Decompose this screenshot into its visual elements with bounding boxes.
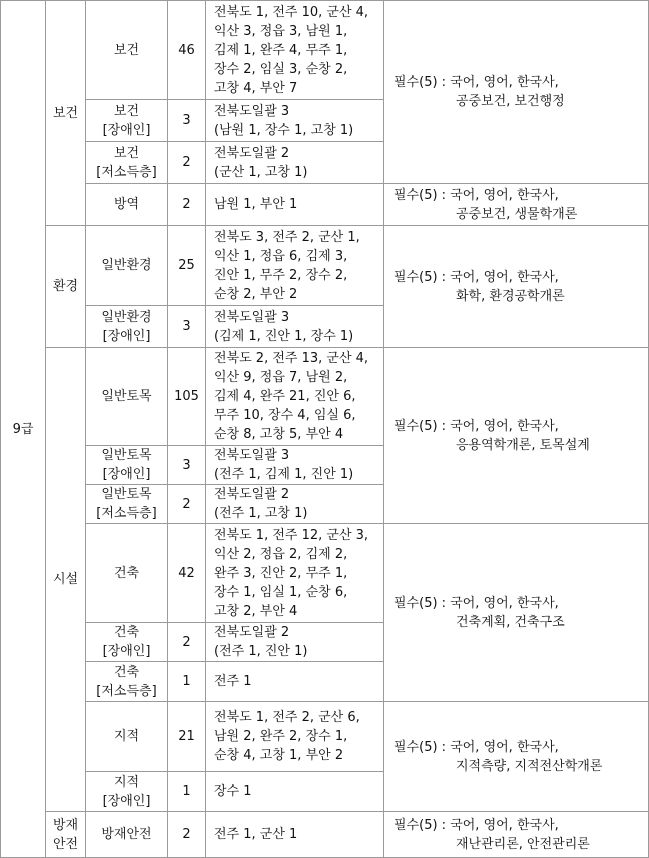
- count-cell: [168, 226, 206, 306]
- field-name: 시설: [52, 572, 79, 587]
- area-line: 고창 4, 부안 7: [214, 80, 298, 96]
- job-cell: [86, 812, 168, 858]
- field-name: 보건: [52, 105, 79, 121]
- job-name: 건축: [113, 625, 140, 640]
- subject-line: 국어, 영어, 한국사,: [450, 269, 559, 285]
- area-line: 전북도 1, 전주 10, 군산 4,: [214, 4, 369, 20]
- subject-cell: [384, 812, 649, 858]
- area-line: 익산 3, 정읍 3, 남원 1,: [214, 23, 348, 39]
- job-quota: [장애인]: [102, 328, 151, 344]
- hire-count: 2: [182, 155, 191, 170]
- area-line: 전북도 3, 전주 2, 군산 1,: [214, 229, 360, 245]
- subject-line: 지적측량, 지적전산학개론: [456, 758, 603, 774]
- area-line: 전북도 2, 전주 13, 군산 4,: [214, 351, 369, 366]
- count-cell: [168, 702, 206, 772]
- required-prefix: 필수(5) :: [394, 75, 451, 90]
- hire-count: 1: [182, 674, 191, 689]
- job-cell: [86, 1, 168, 100]
- job-quota: [저소득층]: [96, 506, 157, 521]
- subject-cell: [384, 226, 649, 348]
- job-cell: [86, 485, 168, 524]
- job-name: 일반토목: [101, 487, 152, 502]
- job-cell: [86, 100, 168, 142]
- job-cell: [86, 702, 168, 772]
- job-cell: [86, 142, 168, 184]
- area-cell: [206, 348, 384, 446]
- job-cell: [86, 226, 168, 306]
- area-cell: [206, 485, 384, 524]
- hire-count: 21: [178, 729, 195, 744]
- area-line: 순창 4, 고창 1, 부안 2: [214, 748, 344, 763]
- area-line: 전북도일괄 3: [214, 448, 290, 463]
- area-line: 장수 2, 임실 3, 순창 2,: [214, 61, 348, 77]
- job-quota: [장애인]: [102, 467, 151, 482]
- field-cell: [46, 1, 86, 226]
- hire-count: 2: [182, 827, 191, 842]
- count-cell: [168, 524, 206, 623]
- field-name: 안전: [52, 836, 79, 852]
- count-cell: [168, 306, 206, 348]
- area-line: 완주 3, 진안 2, 무주 1,: [214, 565, 348, 581]
- area-line: (남원 1, 장수 1, 고창 1): [214, 122, 354, 138]
- subject-line: 국어, 영어, 한국사,: [450, 739, 559, 755]
- area-cell: [206, 1, 384, 100]
- required-prefix: 필수(5) :: [394, 595, 451, 611]
- required-prefix: 필수(5) :: [394, 739, 451, 755]
- subject-line: 국어, 영어, 한국사,: [450, 418, 559, 434]
- job-quota: [장애인]: [102, 793, 151, 809]
- area-line: 전주 1, 군산 1: [214, 827, 298, 842]
- count-cell: [168, 142, 206, 184]
- field-name: 방재: [52, 817, 79, 833]
- area-line: 순창 2, 부안 2: [214, 286, 298, 302]
- job-quota: [저소득층]: [96, 164, 157, 180]
- area-line: 전북도일괄 3: [214, 309, 290, 325]
- count-cell: [168, 184, 206, 226]
- hire-count: 2: [182, 634, 191, 650]
- job-name: 지적: [113, 774, 140, 790]
- area-line: 순창 8, 고창 5, 부안 4: [214, 427, 344, 442]
- area-cell: [206, 142, 384, 184]
- job-cell: [86, 662, 168, 702]
- grade-cell: [1, 1, 46, 858]
- hire-count: 1: [182, 784, 191, 799]
- job-quota: [장애인]: [102, 122, 151, 138]
- area-line: 무주 10, 장수 4, 임실 6,: [214, 408, 356, 423]
- job-name: 보건: [113, 42, 140, 58]
- subject-line: 국어, 영어, 한국사,: [450, 187, 559, 203]
- job-cell: [86, 348, 168, 446]
- area-line: (전주 1, 진안 1): [214, 644, 308, 659]
- subject-cell: [384, 1, 649, 184]
- job-cell: [86, 306, 168, 348]
- grade-label: 9급: [12, 421, 34, 437]
- field-cell: [46, 812, 86, 858]
- hire-count: 3: [182, 457, 191, 473]
- subject-line: 공중보건, 보건행정: [456, 94, 565, 109]
- job-cell: [86, 446, 168, 485]
- area-line: 김제 1, 완주 4, 무주 1,: [214, 42, 348, 58]
- job-name: 건축: [113, 565, 140, 581]
- job-name: 일반토목: [101, 448, 152, 463]
- area-line: (김제 1, 진안 1, 장수 1): [214, 328, 354, 344]
- hire-count: 46: [178, 42, 195, 58]
- area-cell: [206, 446, 384, 485]
- count-cell: [168, 772, 206, 812]
- area-line: (전주 1, 김제 1, 진안 1): [214, 467, 354, 482]
- area-cell: [206, 772, 384, 812]
- field-cell: [46, 348, 86, 812]
- area-cell: [206, 623, 384, 662]
- area-line: 전북도일괄 3: [214, 103, 290, 119]
- job-name: 지적: [113, 729, 140, 744]
- area-cell: [206, 184, 384, 226]
- hire-count: 2: [182, 197, 191, 212]
- area-line: 전북도일괄 2: [214, 625, 290, 640]
- area-cell: [206, 306, 384, 348]
- required-prefix: 필수(5) :: [394, 418, 451, 434]
- required-prefix: 필수(5) :: [394, 187, 451, 203]
- area-line: 전주 1: [214, 674, 252, 689]
- hire-count: 3: [182, 319, 191, 334]
- count-cell: [168, 1, 206, 100]
- job-cell: [86, 623, 168, 662]
- job-name: 일반토목: [101, 389, 152, 404]
- area-line: (전주 1, 고창 1): [214, 506, 308, 521]
- job-quota: [저소득층]: [96, 683, 157, 699]
- area-line: 고창 2, 부안 4: [214, 603, 298, 619]
- area-line: 익산 2, 정읍 2, 김제 2,: [214, 546, 348, 562]
- area-line: 김제 4, 완주 21, 진안 6,: [214, 389, 356, 404]
- subject-cell: [384, 348, 649, 524]
- job-name: 일반환경: [101, 309, 152, 325]
- count-cell: [168, 623, 206, 662]
- subject-line: 응용역학개론, 토목설계: [456, 437, 590, 453]
- job-name: 일반환경: [101, 258, 152, 273]
- job-name: 방재안전: [101, 827, 152, 842]
- area-line: 전북도 1, 전주 12, 군산 3,: [214, 527, 369, 543]
- hire-count: 105: [174, 389, 199, 404]
- area-line: 남원 1, 부안 1: [214, 197, 298, 212]
- subject-cell: [384, 524, 649, 702]
- area-cell: [206, 702, 384, 772]
- job-name: 보건: [113, 145, 140, 161]
- area-cell: [206, 100, 384, 142]
- area-line: (군산 1, 고창 1): [214, 164, 308, 180]
- field-name: 환경: [52, 279, 79, 294]
- job-cell: [86, 772, 168, 812]
- job-cell: [86, 184, 168, 226]
- subject-line: 국어, 영어, 한국사,: [450, 595, 559, 611]
- area-line: 진안 1, 무주 2, 장수 2,: [214, 267, 348, 283]
- job-quota: [장애인]: [102, 644, 151, 659]
- area-line: 전북도 1, 전주 2, 군산 6,: [214, 710, 360, 725]
- area-line: 익산 9, 정읍 7, 남원 2,: [214, 370, 348, 385]
- area-line: 전북도일괄 2: [214, 487, 290, 502]
- hire-count: 42: [178, 565, 195, 581]
- count-cell: [168, 662, 206, 702]
- count-cell: [168, 446, 206, 485]
- count-cell: [168, 100, 206, 142]
- area-cell: [206, 662, 384, 702]
- area-line: 익산 1, 정읍 6, 김제 3,: [214, 248, 348, 264]
- subject-line: 화학, 환경공학개론: [456, 288, 565, 304]
- subject-line: 재난관리론, 안전관리론: [456, 836, 590, 852]
- hire-count: 25: [178, 258, 195, 273]
- field-cell: [46, 226, 86, 348]
- area-line: 장수 1: [214, 784, 252, 799]
- count-cell: [168, 485, 206, 524]
- count-cell: [168, 348, 206, 446]
- area-line: 전북도일괄 2: [214, 145, 290, 161]
- job-name: 보건: [113, 103, 140, 119]
- required-prefix: 필수(5) :: [394, 817, 451, 833]
- job-name: 건축: [113, 664, 140, 680]
- area-line: 장수 1, 임실 1, 순창 6,: [214, 584, 348, 600]
- subject-line: 국어, 영어, 한국사,: [450, 817, 559, 833]
- hire-count: 2: [182, 496, 191, 512]
- job-name: 방역: [113, 197, 140, 212]
- subject-cell: [384, 702, 649, 812]
- area-cell: [206, 812, 384, 858]
- hire-count: 3: [182, 113, 191, 128]
- area-line: 남원 2, 완주 2, 장수 1,: [214, 729, 348, 744]
- area-cell: [206, 524, 384, 623]
- subject-cell: [384, 184, 649, 226]
- required-prefix: 필수(5) :: [394, 269, 451, 285]
- subject-line: 국어, 영어, 한국사,: [450, 75, 559, 90]
- subject-line: 공중보건, 생물학개론: [456, 206, 578, 222]
- job-cell: [86, 524, 168, 623]
- subject-line: 건축계획, 건축구조: [456, 614, 565, 630]
- count-cell: [168, 812, 206, 858]
- area-cell: [206, 226, 384, 306]
